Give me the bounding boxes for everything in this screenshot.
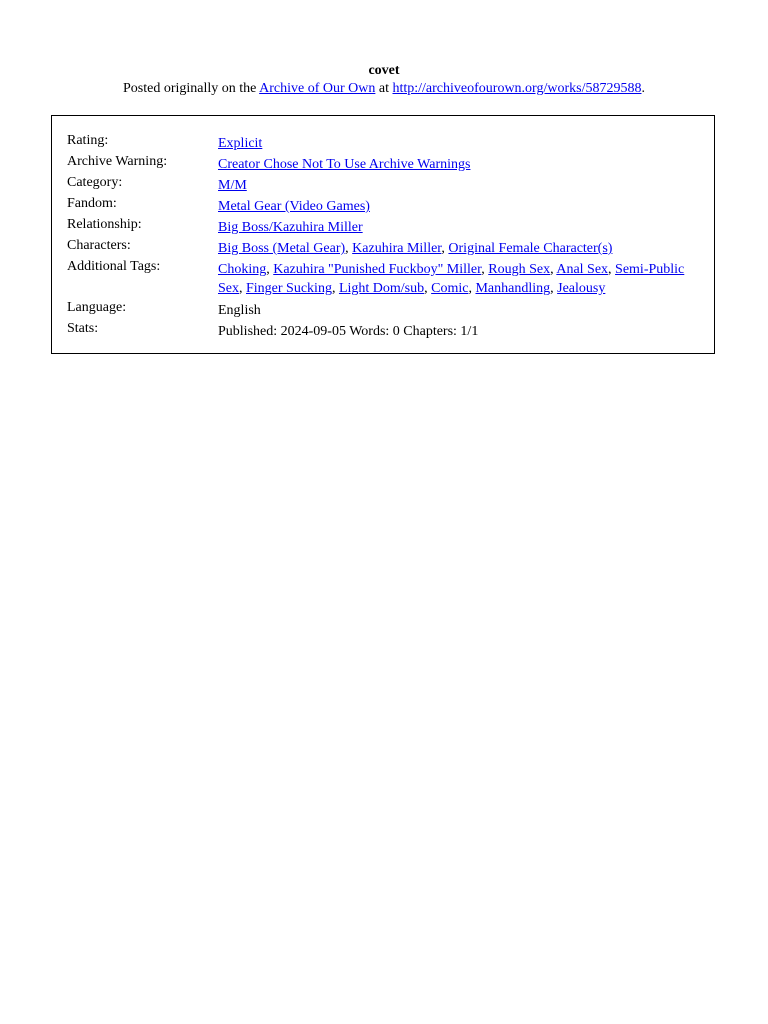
category-value [218,176,698,195]
characters-value [218,239,698,258]
fandom-link[interactable]: Metal Gear (Video Games) [218,199,370,214]
rating-label: Rating: [67,133,109,148]
fandom-label: Fandom: [67,196,117,211]
character-link[interactable]: Big Boss (Metal Gear) [218,241,346,256]
tag-link[interactable]: Finger Sucking [246,281,332,296]
period: . [641,81,645,96]
separator: , [608,262,616,277]
tag-link[interactable]: Jealousy [557,281,606,296]
posted-originally-line [0,80,768,98]
tag-link[interactable]: Rough Sex [488,262,551,277]
separator: , [550,262,557,277]
category-link[interactable]: M/M [218,178,247,193]
work-title: covet [368,63,400,78]
tag-link[interactable]: Manhandling [475,281,551,296]
characters-label: Characters: [67,238,131,253]
separator: , [468,281,476,296]
rating-link[interactable]: Explicit [218,136,263,151]
character-link[interactable]: Kazuhira Miller [352,241,442,256]
separator: , [481,262,489,277]
separator: , [331,281,339,296]
tag-link[interactable]: Choking [218,262,267,277]
archive-warning-link[interactable]: Creator Chose Not To Use Archive Warnings [218,157,471,172]
tag-link[interactable]: Kazuhira "Punished Fuckboy" Miller [273,262,482,277]
additional-tags-label: Additional Tags: [67,259,161,274]
separator: , [441,241,449,256]
at-text: at [375,81,393,96]
archive-link[interactable]: Archive of Our Own [259,81,376,96]
archive-warning-label: Archive Warning: [67,154,168,169]
work-url-link[interactable]: http://archiveofourown.org/works/58729588 [392,81,642,96]
stats-label: Stats: [67,321,99,336]
fandom-value [218,197,698,216]
relationship-label: Relationship: [67,217,142,232]
tag-link[interactable]: Light Dom/sub [338,281,425,296]
separator: , [345,241,353,256]
posted-prefix: Posted originally on the [123,81,260,96]
separator: , [550,281,558,296]
language-label: Language: [67,300,127,315]
language-value: English [218,303,261,318]
stats-value: Published: 2024-09-05 Words: 0 Chapters: 1/1 [218,324,479,339]
character-link[interactable]: Original Female Character(s) [448,241,613,256]
tag-link[interactable]: Comic [431,281,469,296]
separator: , [239,281,246,296]
relationship-link[interactable]: Big Boss/Kazuhira Miller [218,220,363,235]
category-label: Category: [67,175,123,190]
work-metadata-box [51,115,715,354]
rating-value [218,134,698,153]
separator: , [424,281,432,296]
tag-link[interactable]: Semi-Public Sex [218,262,685,296]
additional-tags-value [218,260,698,298]
tag-link[interactable]: Anal Sex [556,262,609,277]
archive-warning-value [218,155,698,174]
relationship-value [218,218,698,237]
separator: , [266,262,274,277]
